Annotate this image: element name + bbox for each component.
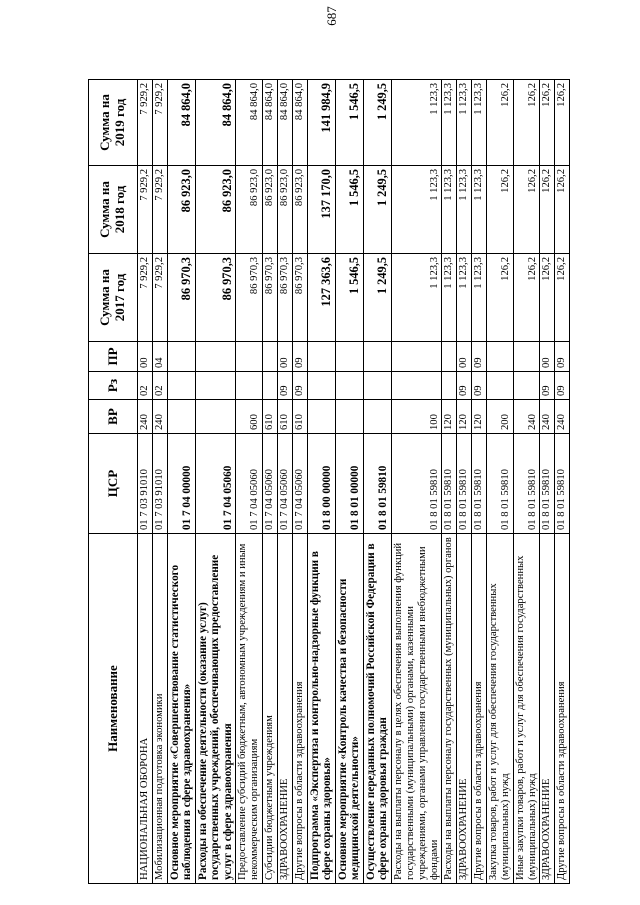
cell-rz <box>167 372 195 400</box>
cell-pr: 00 <box>138 342 153 372</box>
cell-vr: 120 <box>457 400 472 434</box>
cell-csr: 01 8 01 59810 <box>392 434 442 534</box>
cell-2017: 1 123,3 <box>392 254 442 342</box>
table-row <box>442 80 457 884</box>
cell-pr: 09 <box>292 342 307 372</box>
cell-csr: 01 8 01 59810 <box>442 434 457 534</box>
cell-csr: 01 7 04 00000 <box>167 434 195 534</box>
cell-csr: 01 8 01 59810 <box>363 434 391 534</box>
cell-pr: 00 <box>278 342 293 372</box>
header-csr: ЦСР <box>89 434 138 534</box>
cell-pr: 00 <box>540 342 555 372</box>
cell-2019: 126,2 <box>487 80 514 166</box>
cell-rz <box>392 372 442 400</box>
cell-rz: 09 <box>292 372 307 400</box>
cell-pr <box>392 342 442 372</box>
cell-2017: 126,2 <box>487 254 514 342</box>
cell-2017: 7 929,2 <box>152 254 167 342</box>
header-2017: Сумма на 2017 год <box>89 254 138 342</box>
cell-rz: 02 <box>152 372 167 400</box>
table-row <box>472 80 487 884</box>
cell-csr: 01 8 01 59810 <box>555 434 570 534</box>
cell-2019: 1 123,3 <box>442 80 457 166</box>
cell-2019: 84 864,0 <box>292 80 307 166</box>
cell-2017: 126,2 <box>513 254 540 342</box>
table-row <box>152 80 167 884</box>
cell-rz <box>335 372 363 400</box>
cell-vr: 240 <box>138 400 153 434</box>
cell-2019: 1 123,3 <box>472 80 487 166</box>
header-rz: Рз <box>89 372 138 400</box>
cell-rz: 09 <box>472 372 487 400</box>
table-row <box>278 80 293 884</box>
table-body <box>138 80 570 884</box>
cell-2017: 1 546,5 <box>335 254 363 342</box>
cell-name: Расходы на выплаты персоналу в целях обеспечения выполнения функций государственными (муниципальными) органами, казенными учреждениями, органами управления государственными внебюджетными фондами <box>392 534 442 884</box>
cell-pr <box>513 342 540 372</box>
cell-2017: 1 123,3 <box>442 254 457 342</box>
cell-2018: 1 123,3 <box>442 166 457 254</box>
cell-2018: 1 123,3 <box>392 166 442 254</box>
cell-rz <box>236 372 263 400</box>
table-row <box>513 80 540 884</box>
cell-2017: 126,2 <box>540 254 555 342</box>
cell-rz <box>307 372 335 400</box>
cell-rz: 09 <box>457 372 472 400</box>
cell-2019: 84 864,0 <box>167 80 195 166</box>
cell-2017: 86 970,3 <box>236 254 263 342</box>
cell-2017: 86 970,3 <box>167 254 195 342</box>
header-2019: Сумма на 2019 год <box>89 80 138 166</box>
cell-2019: 1 123,3 <box>392 80 442 166</box>
cell-2018: 126,2 <box>540 166 555 254</box>
cell-2019: 126,2 <box>540 80 555 166</box>
cell-2019: 1 249,5 <box>363 80 391 166</box>
cell-csr: 01 7 04 05060 <box>292 434 307 534</box>
cell-2019: 84 864,0 <box>236 80 263 166</box>
cell-2019: 84 864,0 <box>278 80 293 166</box>
cell-2018: 126,2 <box>487 166 514 254</box>
cell-pr <box>363 342 391 372</box>
cell-name: Расходы на обеспечение деятельности (оказание услуг) государственных учреждений, обеспечивающих предоставление услуг в сфере здравоохранения <box>195 534 236 884</box>
cell-vr: 120 <box>442 400 457 434</box>
cell-pr <box>236 342 263 372</box>
table-row <box>363 80 391 884</box>
table-header-row <box>89 80 138 884</box>
cell-rz: 09 <box>555 372 570 400</box>
cell-name: Субсидии бюджетным учреждениям <box>263 534 278 884</box>
table-row <box>167 80 195 884</box>
cell-name: Основное мероприятие «Совершенствование статистического наблюдения в сфере здравоохранения» <box>167 534 195 884</box>
cell-vr <box>307 400 335 434</box>
cell-2018: 86 923,0 <box>167 166 195 254</box>
header-vr: ВР <box>89 400 138 434</box>
cell-2018: 1 249,5 <box>363 166 391 254</box>
cell-name: Предоставление субсидий бюджетным, автономным учреждениям и иным некоммерческим организациям <box>236 534 263 884</box>
cell-pr: 00 <box>457 342 472 372</box>
cell-vr: 240 <box>152 400 167 434</box>
cell-csr: 01 8 01 59810 <box>487 434 514 534</box>
cell-2017: 86 970,3 <box>292 254 307 342</box>
cell-csr: 01 7 03 91010 <box>152 434 167 534</box>
cell-pr <box>335 342 363 372</box>
cell-name: НАЦИОНАЛЬНАЯ ОБОРОНА <box>138 534 153 884</box>
cell-pr <box>263 342 278 372</box>
header-name: Наименование <box>89 534 138 884</box>
cell-2018: 7 929,2 <box>138 166 153 254</box>
cell-csr: 01 8 01 59810 <box>472 434 487 534</box>
cell-vr: 240 <box>555 400 570 434</box>
cell-name: Другие вопросы в области здравоохранения <box>472 534 487 884</box>
table-row <box>540 80 555 884</box>
cell-rz <box>513 372 540 400</box>
cell-csr: 01 8 01 59810 <box>540 434 555 534</box>
cell-rz <box>195 372 236 400</box>
cell-vr: 240 <box>540 400 555 434</box>
cell-name: Мобилизационная подготовка экономики <box>152 534 167 884</box>
cell-pr <box>195 342 236 372</box>
table-row <box>487 80 514 884</box>
table-row <box>392 80 442 884</box>
cell-name: ЗДРАВООХРАНЕНИЕ <box>540 534 555 884</box>
cell-2018: 86 923,0 <box>236 166 263 254</box>
cell-vr <box>167 400 195 434</box>
cell-name: Другие вопросы в области здравоохранения <box>555 534 570 884</box>
cell-name: Иные закупки товаров, работ и услуг для обеспечения государственных (муниципальных) нужд <box>513 534 540 884</box>
table-row <box>335 80 363 884</box>
cell-name: Закупка товаров, работ и услуг для обеспечения государственных (муниципальных) нужд <box>487 534 514 884</box>
cell-vr <box>195 400 236 434</box>
cell-name: Осуществление переданных полномочий Российской Федерации в сфере охраны здоровья граждан <box>363 534 391 884</box>
cell-name: ЗДРАВООХРАНЕНИЕ <box>278 534 293 884</box>
cell-vr: 120 <box>472 400 487 434</box>
cell-vr <box>363 400 391 434</box>
cell-name: Подпрограмма «Экспертиза и контрольно-надзорные функции в сфере охраны здоровья» <box>307 534 335 884</box>
cell-vr: 610 <box>292 400 307 434</box>
cell-pr: 09 <box>472 342 487 372</box>
cell-2018: 86 923,0 <box>263 166 278 254</box>
cell-csr: 01 8 01 59810 <box>513 434 540 534</box>
cell-2019: 126,2 <box>555 80 570 166</box>
cell-2017: 1 249,5 <box>363 254 391 342</box>
table-row <box>195 80 236 884</box>
cell-name: Другие вопросы в области здравоохранения <box>292 534 307 884</box>
cell-2019: 84 864,0 <box>263 80 278 166</box>
cell-vr: 610 <box>278 400 293 434</box>
cell-rz <box>487 372 514 400</box>
cell-2019: 84 864,0 <box>195 80 236 166</box>
table-row <box>555 80 570 884</box>
table-row <box>292 80 307 884</box>
cell-2017: 86 970,3 <box>195 254 236 342</box>
cell-rz: 09 <box>278 372 293 400</box>
cell-csr: 01 8 01 00000 <box>335 434 363 534</box>
cell-rz: 09 <box>540 372 555 400</box>
header-2018: Сумма на 2018 год <box>89 166 138 254</box>
cell-pr <box>487 342 514 372</box>
cell-vr: 610 <box>263 400 278 434</box>
rotated-table-container <box>88 80 588 884</box>
table-row <box>457 80 472 884</box>
cell-name: Расходы на выплаты персоналу государственных (муниципальных) органов <box>442 534 457 884</box>
table-row <box>307 80 335 884</box>
cell-2017: 127 363,6 <box>307 254 335 342</box>
cell-pr: 04 <box>152 342 167 372</box>
budget-table <box>88 79 570 884</box>
cell-rz <box>363 372 391 400</box>
cell-2017: 1 123,3 <box>472 254 487 342</box>
cell-csr: 01 7 04 05060 <box>195 434 236 534</box>
table-row <box>263 80 278 884</box>
cell-2017: 86 970,3 <box>263 254 278 342</box>
cell-csr: 01 7 04 05060 <box>278 434 293 534</box>
table-row <box>138 80 153 884</box>
cell-2019: 7 929,2 <box>152 80 167 166</box>
cell-vr <box>335 400 363 434</box>
page-number: 687 <box>323 6 339 26</box>
cell-2017: 1 123,3 <box>457 254 472 342</box>
cell-2017: 126,2 <box>555 254 570 342</box>
cell-2017: 86 970,3 <box>278 254 293 342</box>
cell-2018: 126,2 <box>555 166 570 254</box>
cell-csr: 01 7 04 05060 <box>263 434 278 534</box>
cell-rz <box>263 372 278 400</box>
table-row <box>236 80 263 884</box>
cell-rz: 02 <box>138 372 153 400</box>
cell-csr: 01 7 03 91010 <box>138 434 153 534</box>
cell-vr: 240 <box>513 400 540 434</box>
cell-2018: 86 923,0 <box>278 166 293 254</box>
cell-2018: 7 929,2 <box>152 166 167 254</box>
cell-csr: 01 8 00 00000 <box>307 434 335 534</box>
cell-2018: 1 123,3 <box>472 166 487 254</box>
cell-csr: 01 7 04 05060 <box>236 434 263 534</box>
cell-pr <box>442 342 457 372</box>
cell-2019: 7 929,2 <box>138 80 153 166</box>
cell-vr: 200 <box>487 400 514 434</box>
cell-vr: 600 <box>236 400 263 434</box>
cell-2018: 1 123,3 <box>457 166 472 254</box>
cell-vr: 100 <box>392 400 442 434</box>
header-pr: ПР <box>89 342 138 372</box>
cell-2018: 137 170,0 <box>307 166 335 254</box>
cell-2018: 1 546,5 <box>335 166 363 254</box>
cell-2019: 126,2 <box>513 80 540 166</box>
cell-csr: 01 8 01 59810 <box>457 434 472 534</box>
cell-2018: 86 923,0 <box>292 166 307 254</box>
cell-name: ЗДРАВООХРАНЕНИЕ <box>457 534 472 884</box>
cell-2019: 141 984,9 <box>307 80 335 166</box>
cell-pr: 09 <box>555 342 570 372</box>
cell-rz <box>442 372 457 400</box>
cell-pr <box>307 342 335 372</box>
cell-2017: 7 929,2 <box>138 254 153 342</box>
cell-2018: 86 923,0 <box>195 166 236 254</box>
cell-2018: 126,2 <box>513 166 540 254</box>
cell-pr <box>167 342 195 372</box>
cell-2019: 1 123,3 <box>457 80 472 166</box>
cell-name: Основное мероприятие «Контроль качества и безопасности медицинской деятельности» <box>335 534 363 884</box>
cell-2019: 1 546,5 <box>335 80 363 166</box>
